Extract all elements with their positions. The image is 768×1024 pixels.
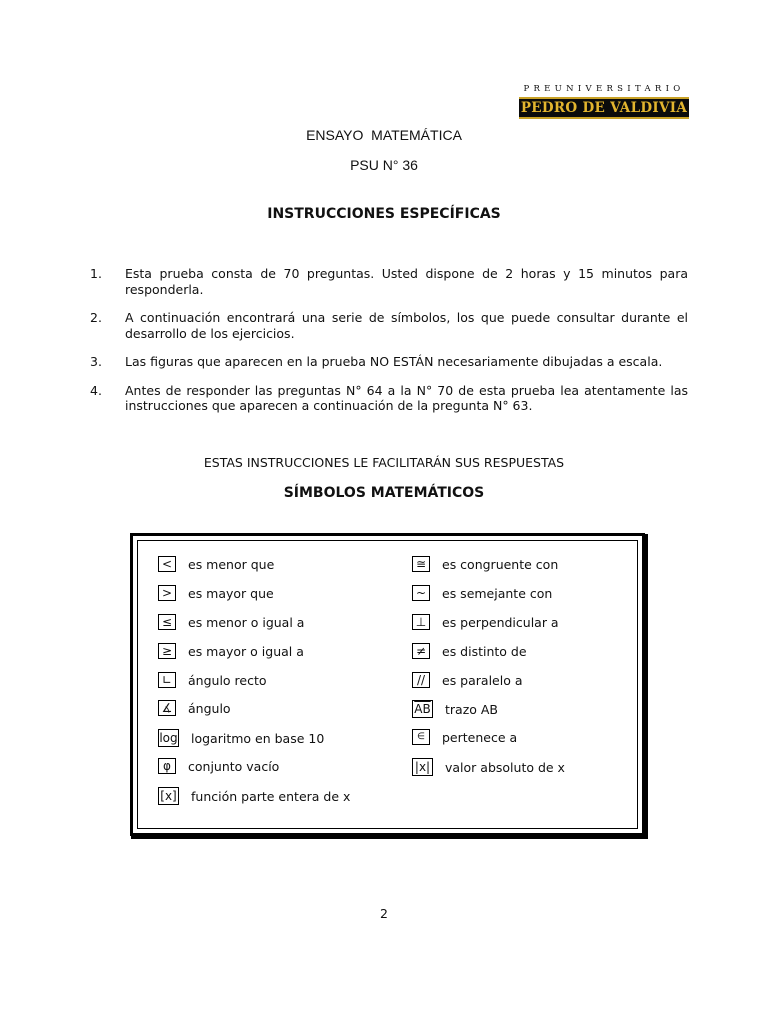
symbol-label: es semejante con — [442, 585, 553, 601]
floor-function-icon: [x] — [158, 787, 179, 805]
institution-logo — [519, 84, 689, 119]
symbol-label: es distinto de — [442, 643, 527, 659]
symbol-row-element-of — [412, 729, 517, 745]
symbol-row-parallel — [412, 672, 523, 688]
symbol-row-greater-than — [158, 585, 274, 601]
symbol-label: es congruente con — [442, 556, 559, 572]
symbol-label: es mayor o igual a — [188, 643, 304, 659]
absolute-value-icon: |x| — [412, 758, 433, 776]
instruction-item — [90, 383, 688, 414]
angle-icon: ∡ — [158, 700, 176, 716]
symbol-row-angle — [158, 700, 231, 716]
similar-icon: ~ — [412, 585, 430, 601]
symbol-label: función parte entera de x — [191, 788, 351, 804]
symbol-label: trazo AB — [445, 701, 499, 717]
symbol-label: es menor que — [188, 556, 275, 572]
symbol-label: valor absoluto de x — [445, 759, 565, 775]
symbol-row-absolute-value — [412, 758, 565, 776]
segment-icon: $\overline{AB}$ — [412, 700, 433, 718]
parallel-icon: // — [412, 672, 430, 688]
symbol-label: ángulo — [188, 700, 231, 716]
symbol-label: es mayor que — [188, 585, 274, 601]
symbol-label: pertenece a — [442, 729, 518, 745]
instruction-number: 4. — [90, 382, 102, 398]
symbol-label: es paralelo a — [442, 672, 523, 688]
greater-or-equal-icon: ≥ — [158, 643, 176, 659]
instruction-text: Las figuras que aparecen en la prueba NO ESTÁN necesariamente dibujadas a escala. — [125, 354, 663, 369]
instruction-number: 1. — [90, 266, 102, 281]
symbol-row-less-than — [158, 556, 274, 572]
symbols-intro: ESTAS INSTRUCCIONES LE FACILITARÁN SUS RESPUESTAS — [203, 455, 565, 470]
perpendicular-icon: ⊥ — [412, 614, 430, 630]
symbol-label: logaritmo en base 10 — [191, 730, 325, 746]
symbol-row-not-equal — [412, 643, 527, 659]
symbol-row-floor-function — [158, 787, 350, 805]
symbol-row-segment — [412, 700, 498, 718]
instruction-text: Antes de responder las preguntas N° 64 a la N° 70 de esta prueba lea atentamente las instrucciones que aparecen a continuación de la pregunta N° 63. — [125, 382, 688, 413]
logo-name: PEDRO DE VALDIVIA — [519, 97, 689, 119]
logarithm-icon: log — [159, 731, 178, 745]
element-of-icon: ∈ — [412, 729, 430, 745]
instructions-list — [90, 266, 688, 414]
symbol-row-less-or-equal — [158, 614, 304, 630]
greater-than-icon: > — [158, 585, 176, 601]
symbol-label: conjunto vacío — [188, 758, 280, 774]
instruction-number: 2. — [90, 310, 102, 325]
symbols-table — [130, 533, 645, 836]
instruction-item — [90, 266, 688, 297]
document-title: ENSAYO MATEMÁTICA — [306, 127, 462, 143]
symbol-row-logarithm — [158, 729, 324, 747]
document-subtitle: PSU N° 36 — [350, 157, 418, 173]
less-or-equal-icon: ≤ — [158, 614, 176, 630]
symbol-row-perpendicular — [412, 614, 559, 630]
instruction-number: 3. — [90, 354, 102, 369]
symbols-table-inner — [137, 540, 638, 829]
less-than-icon: < — [158, 556, 176, 572]
page-number: 2 — [380, 906, 388, 921]
symbol-row-congruent — [412, 556, 558, 572]
logo-top-text: PREUNIVERSITARIO — [523, 84, 685, 94]
instruction-item — [90, 354, 688, 370]
symbol-row-right-angle — [158, 672, 267, 688]
instruction-text: A continuación encontrará una serie de símbolos, los que puede consultar durante el desarrollo de los ejercicios. — [125, 310, 688, 341]
symbol-row-greater-or-equal — [158, 643, 304, 659]
symbol-label: ángulo recto — [188, 672, 267, 688]
section-heading: INSTRUCCIONES ESPECÍFICAS — [267, 206, 501, 222]
symbol-label: es perpendicular a — [442, 614, 559, 630]
symbol-row-similar — [412, 585, 552, 601]
congruent-icon: ≅ — [412, 556, 430, 572]
symbols-title: SÍMBOLOS MATEMÁTICOS — [283, 485, 485, 501]
symbol-label: es menor o igual a — [188, 614, 305, 630]
empty-set-icon: φ — [158, 758, 176, 774]
right-angle-icon: ∟ — [158, 672, 176, 688]
not-equal-icon: ≠ — [412, 643, 430, 659]
instruction-text: Esta prueba consta de 70 preguntas. Usted dispone de 2 horas y 15 minutos para responderla. — [125, 266, 688, 297]
symbol-row-empty-set — [158, 758, 279, 774]
instruction-item — [90, 310, 688, 341]
